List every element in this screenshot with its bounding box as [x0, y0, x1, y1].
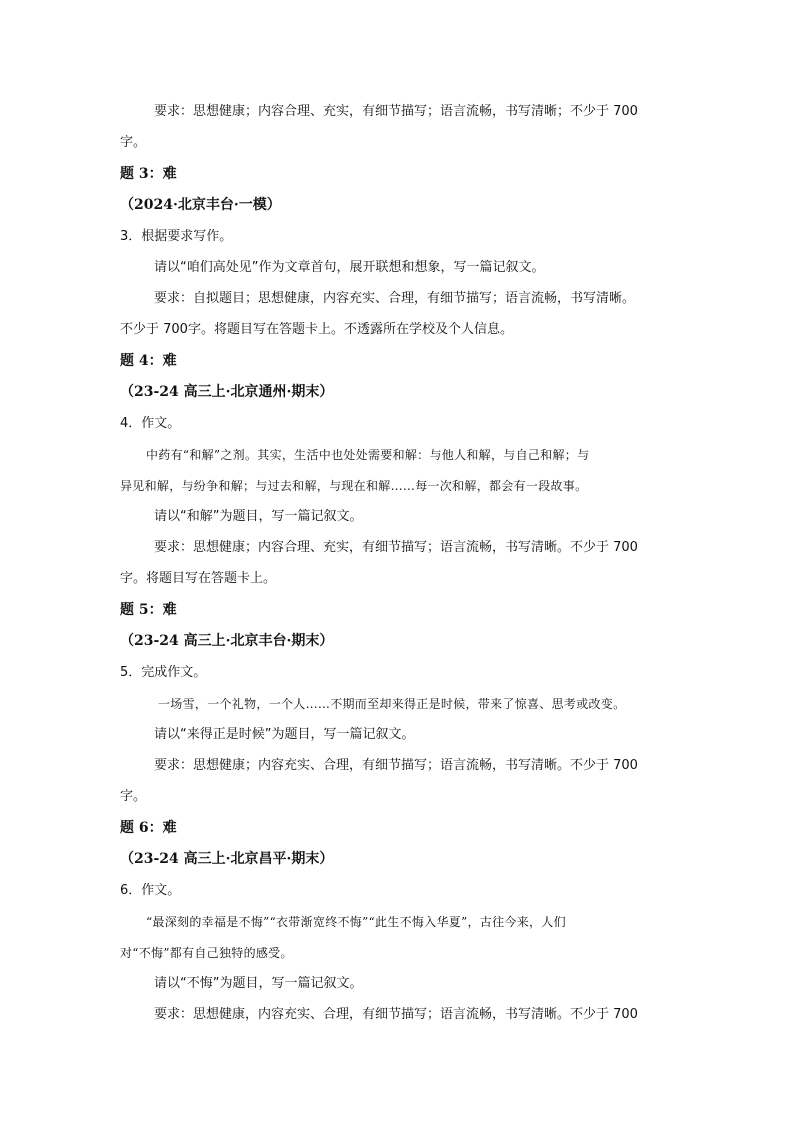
question-header: 题 4：难 — [120, 353, 177, 369]
question-source: （2024·北京丰台·一模） — [120, 197, 281, 213]
question-header: 题 5：难 — [120, 602, 177, 618]
requirement-text: 要求：自拟题目；思想健康，内容充实、合理，有细节描写；语言流畅，书写清晰。 — [154, 291, 636, 306]
requirement-text: 要求：思想健康；内容充实、合理，有细节描写；语言流畅，书写清晰。不少于 700 — [154, 758, 638, 773]
requirement-text: 字。 — [120, 789, 147, 804]
material-text: 中药有“和解”之剂。其实，生活中也处处需要和解：与他人和解，与自己和解；与 — [146, 448, 590, 462]
question-task: 请以“咱们高处见”作为文章首句，展开联想和想象，写一篇记叙文。 — [154, 260, 545, 275]
question-prompt: 3．根据要求写作。 — [120, 229, 233, 244]
question-prompt: 5．完成作文。 — [120, 665, 207, 680]
material-text: 一场雪，一个礼物，一个人……不期而至却来得正是时候，带来了惊喜、思考或改变。 — [158, 697, 626, 711]
requirement-text: 要求：思想健康，内容充实、合理，有细节描写；语言流畅，书写清晰。不少于 700 — [154, 1007, 638, 1022]
question-source: （23-24 高三上·北京通州·期末） — [120, 384, 334, 400]
material-text: “最深刻的幸福是不悔”“衣带渐宽终不悔”“此生不悔入华夏”，古往今来，人们 — [146, 915, 566, 929]
requirement-text: 字。 — [120, 135, 147, 150]
question-prompt: 6．作文。 — [120, 883, 181, 898]
requirement-text: 要求：思想健康；内容合理、充实，有细节描写；语言流畅，书写清晰。不少于 700 — [154, 540, 638, 555]
requirement-text: 要求：思想健康；内容合理、充实，有细节描写；语言流畅，书写清晰；不少于 700 — [154, 104, 638, 119]
material-text: 异见和解，与纷争和解；与过去和解，与现在和解……每一次和解，都会有一段故事。 — [120, 479, 588, 493]
requirement-text: 不少于 700字。将题目写在答题卡上。不透露所在学校及个人信息。 — [120, 322, 513, 337]
question-header: 题 3：难 — [120, 166, 177, 182]
question-prompt: 4．作文。 — [120, 416, 181, 431]
requirement-text: 字。将题目写在答题卡上。 — [120, 571, 277, 586]
question-source: （23-24 高三上·北京丰台·期末） — [120, 633, 334, 649]
question-source: （23-24 高三上·北京昌平·期末） — [120, 851, 334, 867]
material-text: 对“不悔”都有自己独特的感受。 — [120, 946, 293, 960]
question-task: 请以“不悔”为题目，写一篇记叙文。 — [154, 976, 363, 991]
question-task: 请以“和解”为题目，写一篇记叙文。 — [154, 509, 363, 524]
question-task: 请以“来得正是时候”为题目，写一篇记叙文。 — [154, 727, 415, 742]
question-header: 题 6：难 — [120, 820, 177, 836]
